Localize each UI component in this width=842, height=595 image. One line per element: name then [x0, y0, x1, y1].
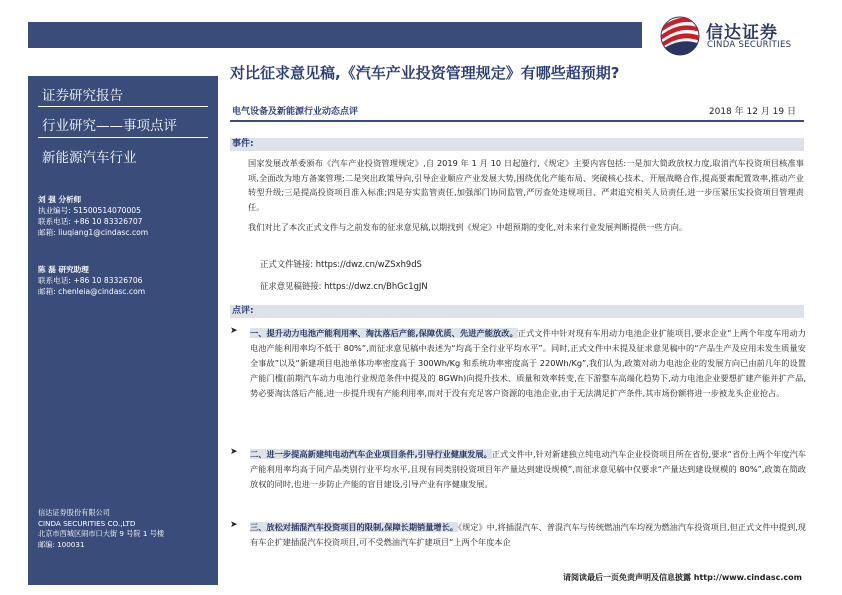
- sidebar-divider: [38, 137, 208, 138]
- logo-en-text: CINDA SECURITIES: [707, 40, 792, 50]
- event-paragraph-2: 我们对比了本次正式文件与之前发布的征求意见稿,以期找到《规定》中超预期的变化,对未来行业发展判断提供一些方向。: [248, 222, 688, 232]
- report-subheader: [230, 104, 800, 118]
- top-header-bar: [28, 22, 642, 48]
- official-document-link[interactable]: 正式文件链接: https://dwz.cn/wZSxh9dS: [260, 259, 422, 269]
- comment-section-label: 点评:: [230, 305, 804, 318]
- event-section-label: 事件:: [230, 138, 804, 151]
- comment-point-body: 《规定》中,将插混汽车、普混汽车与传统燃油汽车均视为燃油汽车投资项目,但正式文件中提到,现有车企扩建插混汽车投资项目,可不受燃油汽车扩建项目“上两个年度本企: [250, 522, 806, 547]
- sidebar-title-report-type: 证券研究报告: [42, 88, 123, 104]
- comment-point-text: [250, 447, 806, 492]
- comment-point-highlight: 一、提升动力电池产能利用率、淘汰落后产能,保障优质、先进产能放改。: [250, 328, 518, 338]
- analyst-name: 刘 强 分析师: [38, 195, 82, 204]
- bullet-arrow-icon: ➤: [230, 447, 238, 457]
- analyst-license: 执业编号: S1500514070005: [38, 206, 141, 215]
- analyst-email: 邮箱: chenleia@cindasc.com: [38, 287, 146, 296]
- bullet-arrow-icon: ➤: [230, 520, 238, 530]
- analyst-email: 邮箱: liuqiang1@cindasc.com: [38, 228, 149, 237]
- bullet-arrow-icon: ➤: [230, 326, 238, 336]
- analyst-phone: 联系电话: +86 10 83326706: [38, 276, 143, 285]
- analyst-name: 陈 磊 研究助理: [38, 265, 89, 274]
- sidebar-title-research-type: 行业研究——事项点评: [42, 118, 177, 134]
- company-postcode: 邮编: 100031: [38, 539, 85, 549]
- event-paragraph-1: 国家发展改革委颁布《汽车产业投资管理规定》,自 2019 年 1 月 10 日起施行,《规定》主要内容包括:一是加大简政放权力度,取消汽车投资项目核准事项,全面改为地方备案管理;二是突出政策导向,引导企业顺应产业发展大势,围绕优化产能布局、突破核心技术、开展战略合作,提高要素配置效率,推动产业转型升级;三是提高投资项目准入标准;四是夯实监管责任,加强部门协同监管,严厉查处违规项目、严肃追究相关人员责任,进一步压紧压实投资项目管理责任。: [248, 158, 804, 213]
- company-name-cn: 信达证券股份有限公司: [38, 508, 110, 517]
- logo-sphere-icon: [660, 16, 700, 56]
- company-info: [38, 508, 164, 550]
- report-title: 对比征求意见稿,《汽车产业投资管理规定》有哪些超预期?: [230, 64, 620, 82]
- draft-document-link[interactable]: 征求意见稿链接: https://dwz.cn/BhGc1gJN: [260, 281, 428, 291]
- comment-point-body: 正式文件中针对现有车用动力电池企业扩能项目,要求企业“上两个年度车用动力电池产能利用率均不低于 80%”,而征求意见稿中表述为“均高于全行业平均水平”。同时,正式文件中未提及征求意见稿中的“产品生产及应用未发生质量安全事故”以及“新建项目电池单体功率密度高于 300Wh/Kg 和系统功率密度高于 220Wh/Kg”,我们认为,政策对动力电池企业的发展方向已由前几年的设置产能门槛(前期汽车动力电池行业规范条件中提及的 8GWh)向提升技术、质量和效率转变,在下游整车高端化趋势下,动力电池企业要想扩建产能并扩产品,势必要淘汰落后产能,进一步提升现有产能利用率,而对于没有充足客户资源的电池企业,由于无法满足扩产条件,其市场份额将进一步被龙头企业抢占。: [250, 328, 806, 398]
- comment-point-highlight: 二、进一步提高新建纯电动汽车企业项目条件,引导行业健康发展。: [250, 449, 492, 459]
- comment-point-body: 正式文件中,针对新建独立纯电动汽车企业投资项目所在省份,要求“省份上两个年度汽车产能利用率均高于同产品类别行业平均水平,且现有同类别投资项目年产量达到建设规模”,而征求意见稿中仅要求“产量达到建设规模的 80%”,政策在简政放权的同时,也进一步防止产能的盲目建设,引导产业有序健康发展。: [250, 449, 806, 489]
- report-date: 2018 年 12 月 19 日: [708, 107, 796, 117]
- comment-point-text: [250, 520, 806, 550]
- logo-cn-text: 信达证券: [706, 23, 778, 43]
- analyst-phone: 联系电话: +86 10 83326707: [38, 217, 143, 226]
- sidebar-divider: [38, 106, 208, 107]
- comment-point-highlight: 三、放松对插混汽车投资项目的限制,保障长期销量增长。: [250, 522, 459, 532]
- comment-point-text: [250, 326, 806, 401]
- cinda-logo: [660, 16, 820, 56]
- sidebar-title-industry: 新能源汽车行业: [42, 150, 137, 166]
- analyst-card-2: [38, 264, 145, 297]
- header-rule: [230, 120, 804, 122]
- company-name-en: CINDA SECURITIES CO.,LTD: [38, 518, 136, 528]
- company-address: 北京市西城区闹市口大街 9 号院 1 号楼: [38, 529, 165, 538]
- footer-disclaimer: 请阅读最后一页免责声明及信息披露 http://www.cindasc.com: [562, 573, 802, 582]
- analyst-card-1: [38, 194, 148, 238]
- report-subtitle: 电气设备及新能源行业动态点评: [232, 107, 359, 117]
- sidebar: [28, 76, 218, 585]
